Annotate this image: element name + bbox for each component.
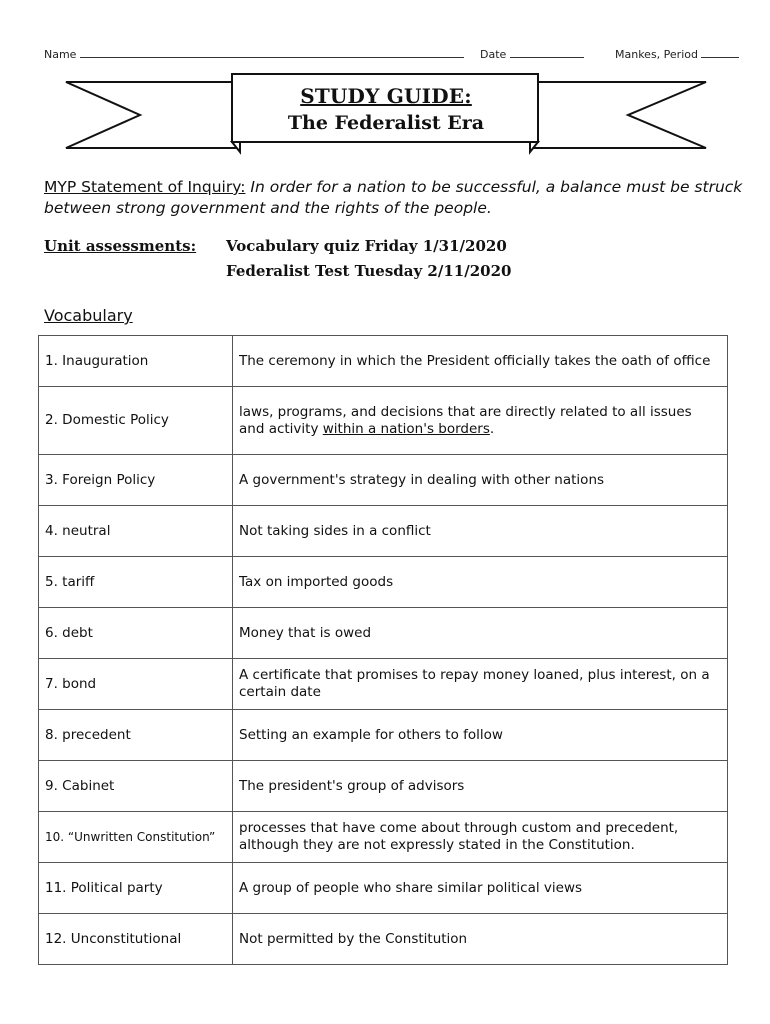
name-field[interactable] xyxy=(44,46,464,61)
table-row xyxy=(39,659,728,710)
definition-cell: A certificate that promises to repay money loaned, plus interest, on a certain date xyxy=(233,659,728,710)
term-cell: 1. Inauguration xyxy=(39,336,233,387)
table-row xyxy=(39,863,728,914)
table-row xyxy=(39,455,728,506)
definition-cell: Setting an example for others to follow xyxy=(233,710,728,761)
name-blank[interactable] xyxy=(80,46,464,58)
banner-right-tail xyxy=(530,82,706,148)
inquiry-label: MYP Statement of Inquiry: xyxy=(44,178,246,196)
name-label: Name xyxy=(44,48,77,61)
teacher-period-label: Mankes, Period xyxy=(615,48,698,61)
definition-underlined: within a nation's borders xyxy=(322,420,490,437)
definition-cell: Money that is owed xyxy=(233,608,728,659)
definition-end: . xyxy=(489,420,495,437)
table-row xyxy=(39,608,728,659)
definition-cell: The ceremony in which the President officially takes the oath of office xyxy=(233,336,728,387)
definition-cell: A government's strategy in dealing with other nations xyxy=(233,455,728,506)
table-row xyxy=(39,914,728,965)
term-cell: 7. bond xyxy=(39,659,233,710)
term-cell: 8. precedent xyxy=(39,710,233,761)
table-row xyxy=(39,557,728,608)
page-subtitle: The Federalist Era xyxy=(287,112,485,134)
definition-text: laws, programs, and decisions that are directly related to all issues and activity xyxy=(239,403,692,437)
page-title: STUDY GUIDE: xyxy=(300,84,472,108)
term-cell: 2. Domestic Policy xyxy=(39,387,233,455)
table-row xyxy=(39,710,728,761)
definition-cell xyxy=(233,387,728,455)
inquiry-text: In order for a nation to be successful, a balance must be struck between strong government and the rights of the people. xyxy=(44,178,743,217)
term-cell: 9. Cabinet xyxy=(39,761,233,812)
term-cell: 6. debt xyxy=(39,608,233,659)
table-row xyxy=(39,336,728,387)
header-row xyxy=(44,46,742,64)
vocabulary-table xyxy=(38,335,728,965)
period-field[interactable] xyxy=(615,46,739,61)
term-cell: 3. Foreign Policy xyxy=(39,455,233,506)
definition-cell: processes that have come about through custom and precedent, although they are not expressly stated in the Constitution. xyxy=(233,812,728,863)
table-row xyxy=(39,506,728,557)
vocabulary-heading: Vocabulary xyxy=(44,306,133,325)
term-cell: 11. Political party xyxy=(39,863,233,914)
assessment-item: Federalist Test Tuesday 2/11/2020 xyxy=(226,262,512,280)
table-row xyxy=(39,387,728,455)
statement-of-inquiry xyxy=(44,177,744,219)
date-field[interactable] xyxy=(480,46,584,61)
table-row xyxy=(39,761,728,812)
term-cell: 5. tariff xyxy=(39,557,233,608)
term-cell: 4. neutral xyxy=(39,506,233,557)
assessment-item: Vocabulary quiz Friday 1/31/2020 xyxy=(226,237,507,255)
banner-left-tail xyxy=(66,82,240,148)
definition-cell: A group of people who share similar political views xyxy=(233,863,728,914)
period-blank[interactable] xyxy=(701,46,739,58)
term-cell: 10. “Unwritten Constitution” xyxy=(39,812,233,863)
table-row xyxy=(39,812,728,863)
term-cell: 12. Unconstitutional xyxy=(39,914,233,965)
definition-cell: Tax on imported goods xyxy=(233,557,728,608)
date-label: Date xyxy=(480,48,507,61)
definition-cell: Not permitted by the Constitution xyxy=(233,914,728,965)
date-blank[interactable] xyxy=(510,46,584,58)
assessments-label: Unit assessments: xyxy=(44,237,197,255)
definition-cell: The president's group of advisors xyxy=(233,761,728,812)
definition-cell: Not taking sides in a conflict xyxy=(233,506,728,557)
